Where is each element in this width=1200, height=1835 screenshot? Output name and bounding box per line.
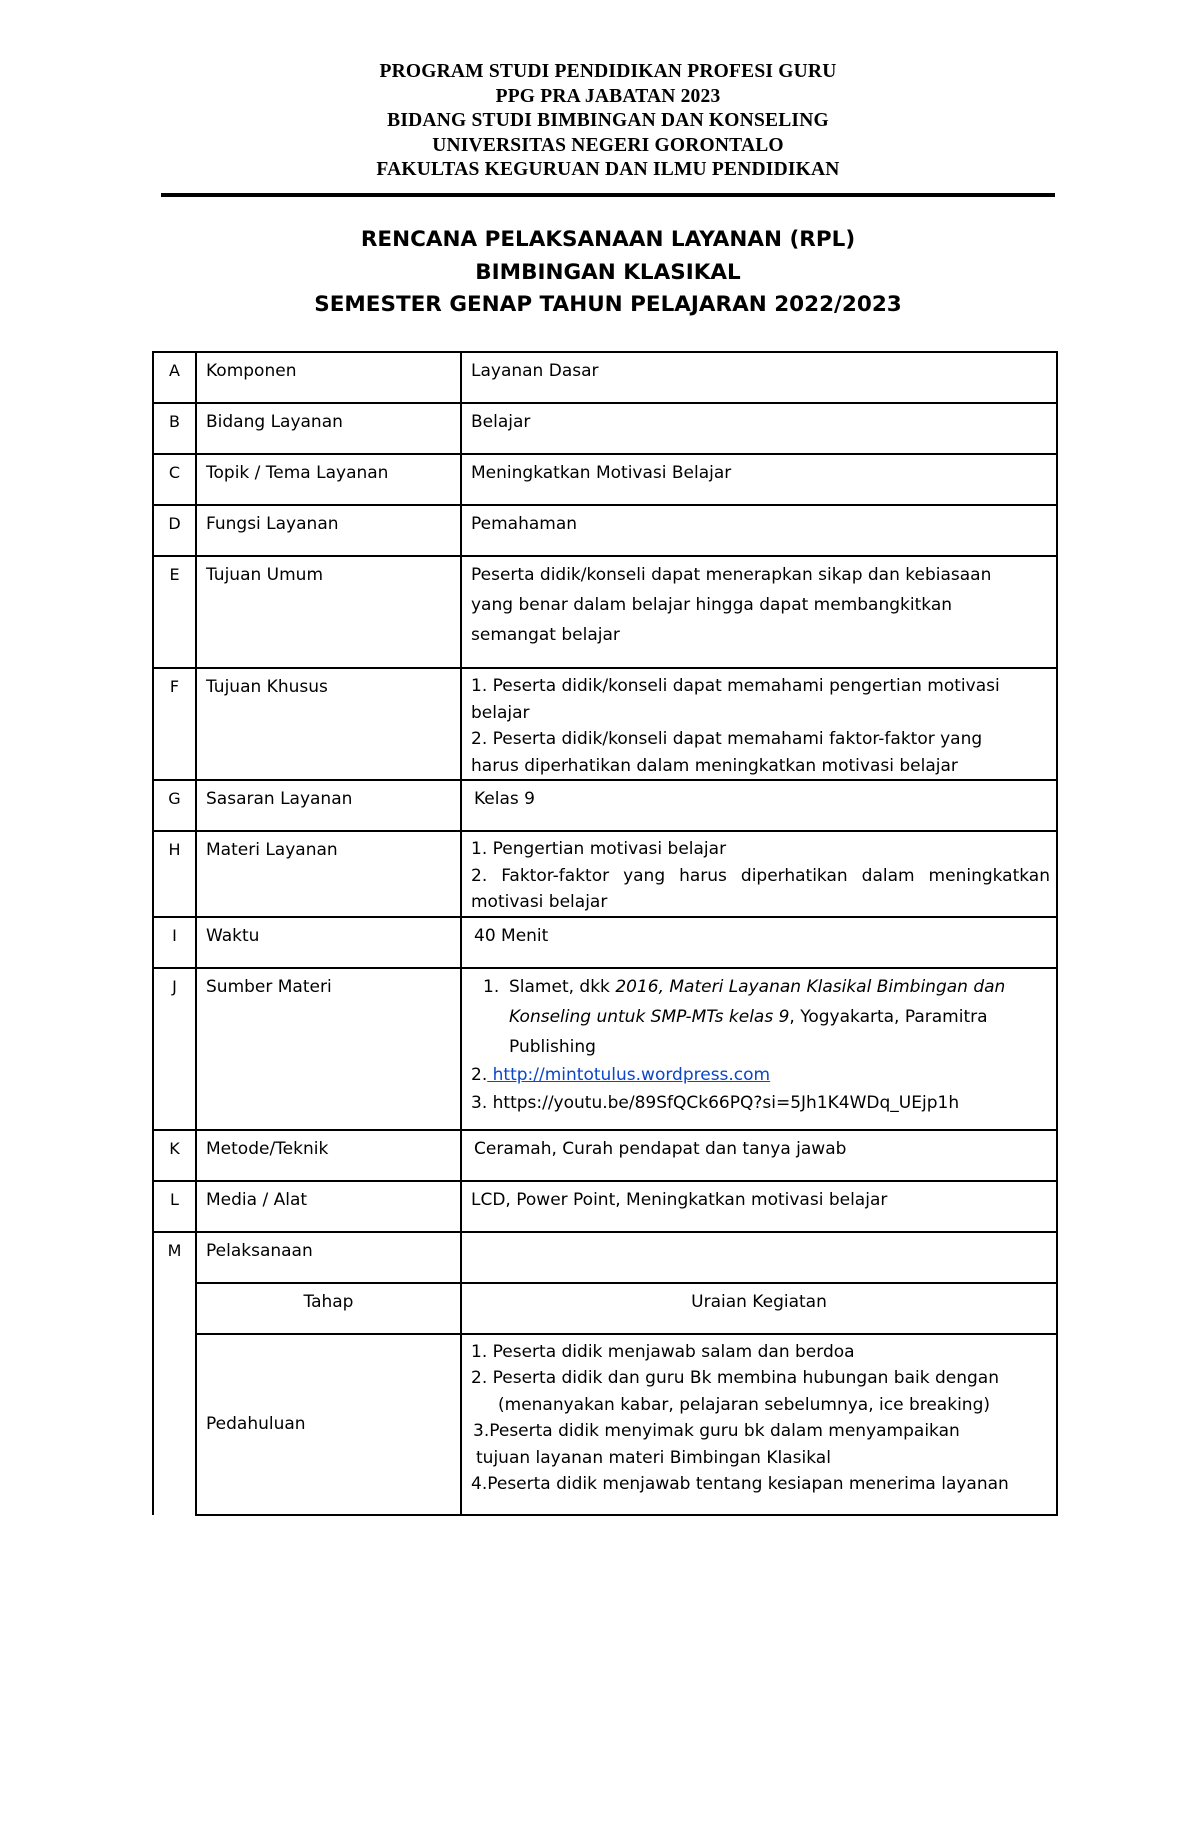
row-label: Pelaksanaan <box>196 1232 461 1283</box>
row-letter-continuation <box>153 1283 196 1334</box>
text-line: semangat belajar <box>471 625 620 645</box>
row-label: Sumber Materi <box>196 968 461 1130</box>
table-row-e <box>153 556 1057 668</box>
row-label: Tujuan Khusus <box>196 668 461 780</box>
reference-publisher: , Yogyakarta, Paramitra <box>789 1006 988 1027</box>
row-letter: F <box>153 668 196 780</box>
table-row-j <box>153 968 1057 1130</box>
text-line: 2. Faktor-faktor yang harus diperhatikan dalam meningkatkan motivasi belajar <box>471 865 1050 912</box>
reference-2 <box>471 1062 1050 1088</box>
header-line-1: PROGRAM STUDI PENDIDIKAN PROFESI GURU <box>379 61 837 82</box>
header-line-4: UNIVERSITAS NEGERI GORONTALO <box>432 134 784 156</box>
row-value: Kelas 9 <box>461 780 1057 831</box>
row-label: Sasaran Layanan <box>196 780 461 831</box>
row-label: Materi Layanan <box>196 831 461 917</box>
text-line: 3.Peserta didik menyimak guru bk dalam menyampaikan <box>473 1421 960 1441</box>
document-title <box>160 224 1056 322</box>
table-row-m <box>153 1232 1057 1283</box>
reference-1-line-2 <box>471 1002 1050 1032</box>
text-line: 1. Peserta didik/konseli dapat memahami pengertian motivasi <box>471 676 1000 696</box>
row-letter: J <box>153 968 196 1130</box>
text-line: tujuan layanan materi Bimbingan Klasikal <box>476 1447 831 1468</box>
table-row-d <box>153 505 1057 556</box>
row-value: Ceramah, Curah pendapat dan tanya jawab <box>461 1130 1057 1181</box>
reference-title: Konseling untuk SMP-MTs kelas 9 <box>509 1006 790 1027</box>
row-value <box>461 831 1057 917</box>
row-value: Layanan Dasar <box>461 352 1057 403</box>
stage-label: Pedahuluan <box>196 1334 461 1515</box>
row-label: Media / Alat <box>196 1181 461 1232</box>
row-label: Waktu <box>196 917 461 968</box>
row-label: Metode/Teknik <box>196 1130 461 1181</box>
reference-number: 2. <box>471 1064 488 1085</box>
table-row-i <box>153 917 1057 968</box>
title-line-3: SEMESTER GENAP TAHUN PELAJARAN 2022/2023 <box>314 292 902 317</box>
text-line: yang benar dalam belajar hingga dapat membangkitkan <box>471 595 953 615</box>
text-line: 2. Peserta didik/konseli dapat memahami faktor-faktor yang <box>471 729 983 749</box>
reference-number: 1. <box>483 976 500 997</box>
text-line: belajar <box>471 702 530 723</box>
text-line: Peserta didik/konseli dapat menerapkan sikap dan kebiasaan <box>471 565 992 585</box>
row-letter: L <box>153 1181 196 1232</box>
table-row-f <box>153 668 1057 780</box>
row-value: Belajar <box>461 403 1057 454</box>
reference-link[interactable]: http://mintotulus.wordpress.com <box>487 1064 771 1085</box>
text-line: 1. Pengertian motivasi belajar <box>471 839 727 859</box>
title-line-1: RENCANA PELAKSANAAN LAYANAN (RPL) <box>360 227 856 252</box>
row-letter: C <box>153 454 196 505</box>
row-letter: M <box>153 1232 196 1283</box>
table-row-g <box>153 780 1057 831</box>
header-divider <box>161 193 1055 197</box>
reference-author: Slamet, dkk <box>509 976 616 997</box>
row-letter: H <box>153 831 196 917</box>
pelaksanaan-row-pendahuluan <box>153 1334 1057 1515</box>
row-value: 40 Menit <box>461 917 1057 968</box>
table-row-h <box>153 831 1057 917</box>
text-line: 4.Peserta didik menjawab tentang kesiapan menerima layanan <box>471 1474 1009 1494</box>
row-value: Pemahaman <box>461 505 1057 556</box>
row-value <box>461 968 1057 1130</box>
title-line-2: BIMBINGAN KLASIKAL <box>475 259 741 285</box>
row-letter: I <box>153 917 196 968</box>
row-letter: G <box>153 780 196 831</box>
text-line: 1. Peserta didik menjawab salam dan berdoa <box>471 1341 855 1362</box>
reference-title: 2016, Materi Layanan Klasikal Bimbingan dan <box>615 976 1006 997</box>
column-header-uraian: Uraian Kegiatan <box>461 1283 1057 1334</box>
table-row-l <box>153 1181 1057 1232</box>
row-value: LCD, Power Point, Meningkatkan motivasi belajar <box>461 1181 1057 1232</box>
row-label: Komponen <box>196 352 461 403</box>
row-label: Topik / Tema Layanan <box>196 454 461 505</box>
reference-1-line-1 <box>471 972 1050 1002</box>
header-line-2: PPG PRA JABATAN 2023 <box>495 85 721 107</box>
text-line: 2. Peserta didik dan guru Bk membina hubungan baik dengan <box>471 1368 999 1388</box>
row-value <box>461 556 1057 668</box>
row-letter: A <box>153 352 196 403</box>
table-row-a <box>153 352 1057 403</box>
reference-1-line-3: Publishing <box>509 1036 596 1057</box>
row-value: Meningkatkan Motivasi Belajar <box>461 454 1057 505</box>
stage-activities <box>461 1334 1057 1515</box>
table-row-c <box>153 454 1057 505</box>
row-value <box>461 1232 1057 1283</box>
row-letter-continuation <box>153 1334 196 1515</box>
text-line: (menanyakan kabar, pelajaran sebelumnya, ice breaking) <box>498 1394 990 1415</box>
header-line-5: FAKULTAS KEGURUAN DAN ILMU PENDIDIKAN <box>376 159 840 180</box>
table-row-b <box>153 403 1057 454</box>
row-letter: K <box>153 1130 196 1181</box>
rpl-table <box>152 351 1058 1516</box>
row-label: Tujuan Umum <box>196 556 461 668</box>
text-line: harus diperhatikan dalam meningkatkan motivasi belajar <box>471 755 958 776</box>
row-label: Bidang Layanan <box>196 403 461 454</box>
pelaksanaan-header-row <box>153 1283 1057 1334</box>
row-letter: E <box>153 556 196 668</box>
header-line-3: BIDANG STUDI BIMBINGAN DAN KONSELING <box>387 110 829 131</box>
row-letter: D <box>153 505 196 556</box>
row-label: Fungsi Layanan <box>196 505 461 556</box>
institution-header <box>160 60 1056 183</box>
table-row-k <box>153 1130 1057 1181</box>
row-value <box>461 668 1057 780</box>
column-header-tahap: Tahap <box>196 1283 461 1334</box>
reference-3: 3. https://youtu.be/89SfQCk66PQ?si=5Jh1K4WDq_UEjp1h <box>471 1092 960 1113</box>
row-letter: B <box>153 403 196 454</box>
